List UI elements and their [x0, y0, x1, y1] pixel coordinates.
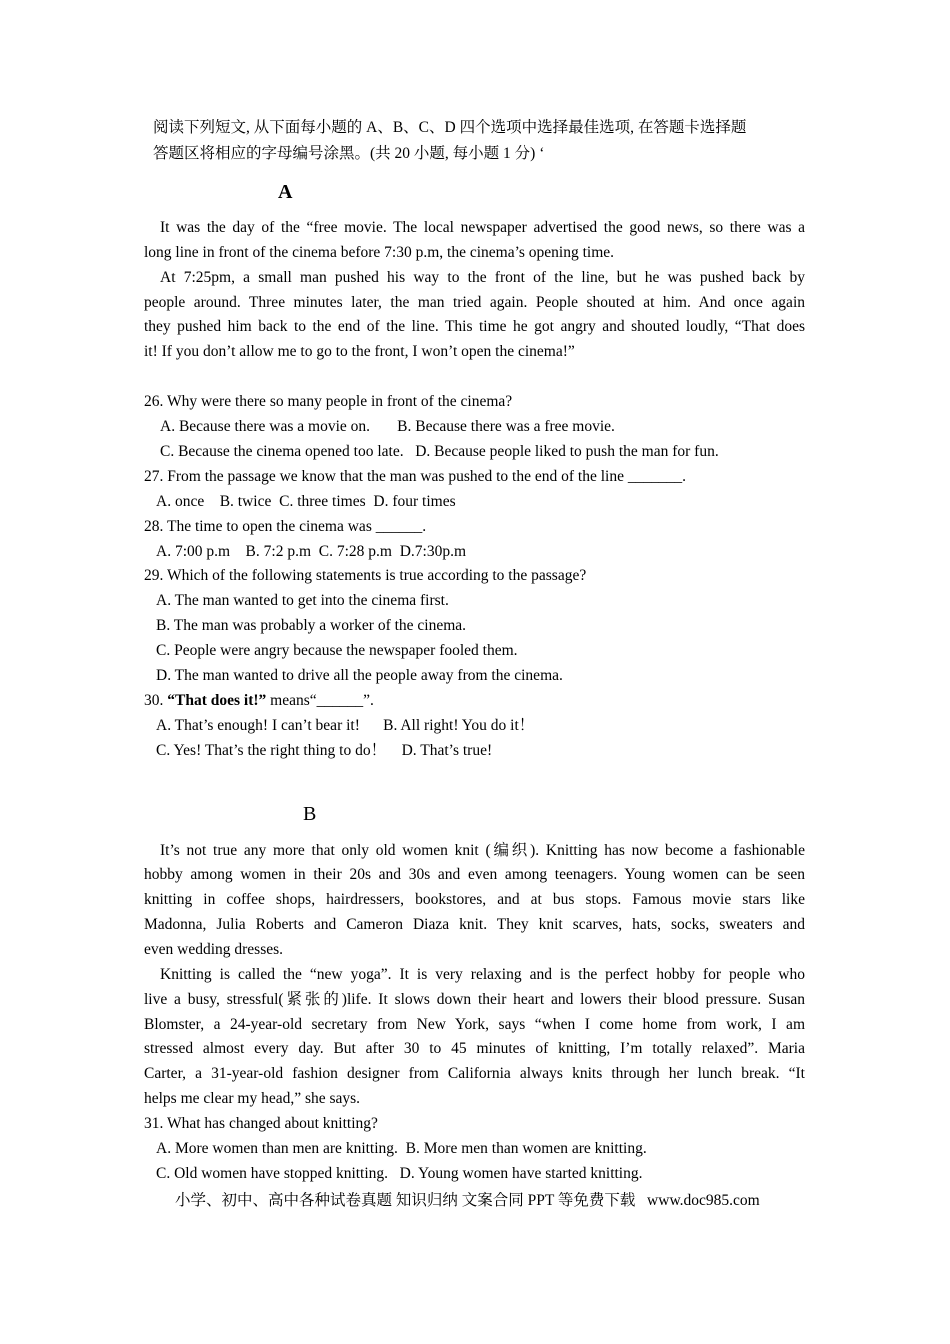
- passage-b-line: hobby among women in their 20s and 30s and even among teenagers. Young women can be seen: [144, 866, 805, 883]
- passage-b-line: It’s not true any more that only old women knit (编织). Knitting has now become a fashionable: [160, 842, 805, 859]
- question-31-options: C. Old women have stopped knitting. D. Young women have started knitting.: [156, 1165, 643, 1182]
- question-31-options: A. More women than men are knitting. B. More men than women are knitting.: [156, 1140, 647, 1157]
- passage-b-line: Madonna, Julia Roberts and Cameron Diaza knit. They knit scarves, hats, socks, sweaters and: [144, 916, 805, 933]
- passage-a-line: long line in front of the cinema before 7:30 p.m, the cinema’s opening time.: [144, 244, 615, 261]
- passage-a-line: It was the day of the “free movie. The local newspaper advertised the good news, so there was a: [160, 219, 805, 236]
- passage-b-line: live a busy, stressful(紧张的)life. It slows down their heart and lowers their blood pressure. Susan: [144, 991, 805, 1008]
- passage-b-line: stressed almost every day. But after 30 to 45 minutes of knitting, I’m totally relaxed”. Maria: [144, 1040, 805, 1057]
- instructions-line-1: 阅读下列短文, 从下面每小题的 A、B、C、D 四个选项中选择最佳选项, 在答题卡选择题: [153, 119, 747, 136]
- question-30-number: 30.: [144, 692, 168, 709]
- passage-b-line: Carter, a 31-year-old fashion designer from California always knits through her lunch break. “It: [144, 1065, 805, 1082]
- question-29-option-a: A. The man wanted to get into the cinema first.: [156, 592, 449, 609]
- question-28-stem: 28. The time to open the cinema was ______.: [144, 518, 427, 535]
- passage-b-heading: B: [303, 803, 317, 825]
- question-30-stem: [144, 691, 374, 711]
- question-30-suffix: means“______”.: [266, 692, 374, 709]
- passage-b-line: helps me clear my head,” she says.: [144, 1090, 361, 1107]
- question-31-stem: 31. What has changed about knitting?: [144, 1115, 378, 1132]
- footer-text: 小学、初中、高中各种试卷真题 知识归纳 文案合同 PPT 等免费下载 www.doc985.com: [175, 1192, 760, 1209]
- question-27-options: A. once B. twice C. three times D. four times: [156, 493, 456, 510]
- question-26-options: C. Because the cinema opened too late. D. Because people liked to push the man for fun.: [160, 443, 719, 460]
- question-27-stem: 27. From the passage we know that the man was pushed to the end of the line _______.: [144, 468, 686, 485]
- passage-a-line: people around. Three minutes later, the man tried again. People shouted at him. And once again: [144, 294, 805, 311]
- question-29-stem: 29. Which of the following statements is true according to the passage?: [144, 567, 587, 584]
- passage-a-heading: A: [278, 181, 293, 203]
- question-30-options: C. Yes! That’s the right thing to do！ D. That’s true!: [156, 742, 493, 759]
- passage-a-line: it! If you don’t allow me to go to the front, I won’t open the cinema!”: [144, 343, 575, 360]
- question-30-options: A. That’s enough! I can’t bear it! B. All right! You do it！: [156, 717, 535, 734]
- question-28-options: A. 7:00 p.m B. 7:2 p.m C. 7:28 p.m D.7:30p.m: [156, 543, 467, 560]
- passage-a-line: they pushed him back to the end of the line. This time he got angry and shouted loudly, “That does: [144, 318, 805, 335]
- question-29-option-b: B. The man was probably a worker of the cinema.: [156, 617, 467, 634]
- passage-b-line: knitting in coffee shops, hairdressers, bookstores, and at bus stops. Famous movie stars like: [144, 891, 805, 908]
- question-29-option-c: C. People were angry because the newspaper fooled them.: [156, 642, 518, 659]
- passage-b-line: Blomster, a 24-year-old secretary from New York, says “when I come home from work, I am: [144, 1016, 805, 1033]
- passage-a-line: At 7:25pm, a small man pushed his way to the front of the line, but he was pushed back by: [160, 269, 805, 286]
- passage-b-line: even wedding dresses.: [144, 941, 284, 958]
- question-26-stem: 26. Why were there so many people in front of the cinema?: [144, 393, 513, 410]
- question-30-quote: “That does it!”: [167, 692, 267, 709]
- passage-b-line: Knitting is called the “new yoga”. It is very relaxing and is the perfect hobby for people who: [160, 966, 805, 983]
- instructions-line-2: 答题区将相应的字母编号涂黑。(共 20 小题, 每小题 1 分) ‘: [153, 145, 545, 162]
- question-26-options: A. Because there was a movie on. B. Because there was a free movie.: [160, 418, 615, 435]
- question-29-option-d: D. The man wanted to drive all the people away from the cinema.: [156, 667, 563, 684]
